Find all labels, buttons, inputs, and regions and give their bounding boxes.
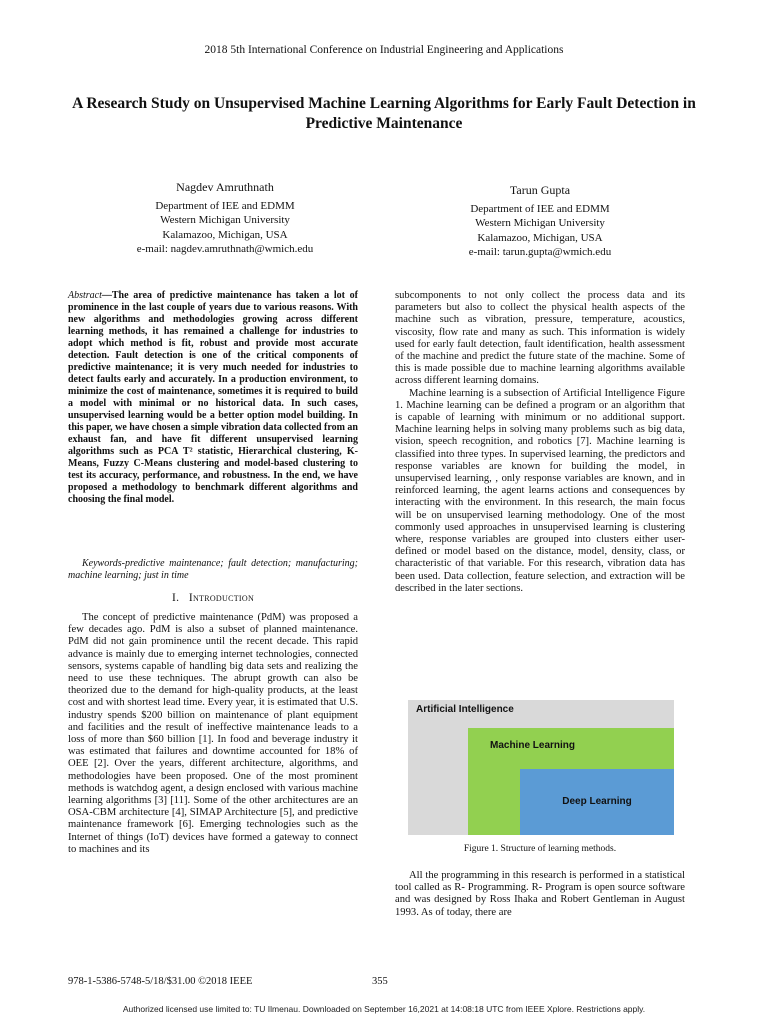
figure-ml-box xyxy=(468,728,674,835)
section-title: Introduction xyxy=(188,592,255,604)
author-email: e-mail: tarun.gupta@wmich.edu xyxy=(468,246,612,258)
author-block-1 xyxy=(90,180,360,257)
author-location: Kalamazoo, Michigan, USA xyxy=(162,228,288,241)
intro-paragraph: The concept of predictive maintenance (PdM) was proposed a few decades ago. PdM is also a subset of planned maintenance. PdM did not gain prominence until the recent decade. This rapid advance is mainly due to emerging internet technologies, connected sensors, systems capable of handling big data sets and realizing the need to use these techniques. The abrupt growth can also be theorized due to the demand for high-quality products, at the least cost and with shortest lead time. Every year, it is estimated that U.S. industry spends $200 billion on maintenance of plant equipment and facilities and the result of ineffective maintenance leads to a loss of more than $60 billion [1]. In food and beverage industry it was estimated that failures and downtime accounted for 18% of OEE [2]. Over the years, different architecture, algorithms, and methodologies have been proposed. One of the most prominent methods is watchdog agent, a design enclosed with various machine learning algorithms [3] [11]. Some of the other architectures are an OSA-CBM architecture [4], SIMAP Architecture [5], and predictive maintenance framework [6]. Emerging technologies such as the Internet of things (IoT) devices have formed a gateway to connect to machines and its xyxy=(68,612,358,855)
figure-ml-label: Machine Learning xyxy=(490,740,576,751)
author-name: Tarun Gupta xyxy=(509,183,571,197)
right-column-body xyxy=(395,290,685,595)
abstract-lead: Abstract xyxy=(68,290,102,301)
author-location: Kalamazoo, Michigan, USA xyxy=(477,231,603,244)
keywords xyxy=(68,558,358,582)
author-department: Department of IEE and EDMM xyxy=(470,202,610,215)
keywords-text: Keywords-predictive maintenance; fault detection; manufacturing; machine learning; just in time xyxy=(68,558,358,581)
section-heading-introduction xyxy=(68,592,358,604)
author-name: Nagdev Amruthnath xyxy=(176,180,274,194)
abstract-text: —The area of predictive maintenance has taken a lot of prominence in the last couple of years due to various reasons. With new algorithms and methodologies growing across different learning methods, it has remained a challenge for industries to adopt which method is fit, robust and provide most accurate detection. Fault detection is one of the critical components of predictive maintenance; it is very much needed for industries to detect faults early and accurately. In a production environment, to minimize the cost of maintenance, sometimes it is required to build a model with minimal or no historical data. In such cases, unsupervised learning would be a better option model building. In this paper, we have chosen a simple vibration data collected from an exhaust fan, and have fit different unsupervised learning algorithms such as PCA T² statistic, Hierarchical clustering, K-Means, Fuzzy C-Means clustering and model-based clustering to test its accuracy, performance, and robustness. In the end, we have proposed a methodology to benchmark different algorithms and choosing the final model. xyxy=(68,290,358,505)
figure-dl-label: Deep Learning xyxy=(562,796,632,807)
abstract xyxy=(68,290,358,506)
right-paragraph-3: All the programming in this research is performed in a statistical tool called as R- Programming. R- Program is open source software and was designed by Ross Ihaka and Robert Gentleman in August 1993. As of today, there are xyxy=(395,870,685,918)
introduction-body xyxy=(68,612,358,856)
author-department: Department of IEE and EDMM xyxy=(155,199,295,212)
right-paragraph-1: subcomponents to not only collect the process data and its parameters but also to collect the physical health aspects of the machine such as vibration, pressure, temperature, acoustics, viscosity, flow rate and many as such. This information is widely used for early fault detection, fault identification, health assessment of the machine and predict the future state of the machine. Some of this is made possible due to machine learning algorithms available across different learning domains. xyxy=(395,290,685,387)
author-block-2 xyxy=(405,183,675,260)
section-number: I. xyxy=(171,592,180,604)
author-email: e-mail: nagdev.amruthnath@wmich.edu xyxy=(136,243,314,255)
conference-header: 2018 5th International Conference on Industrial Engineering and Applications xyxy=(204,44,564,56)
paper-title: A Research Study on Unsupervised Machine Learning Algorithms for Early Fault Detection in Predictive Maintenance xyxy=(72,95,696,132)
right-column-continuation xyxy=(395,870,685,919)
page-number: 355 xyxy=(372,976,388,987)
figure-dl-box xyxy=(520,769,674,835)
right-paragraph-2: Machine learning is a subsection of Artificial Intelligence Figure 1. Machine learning can be defined a program or an algorithm that is capable of learning with minimum or no additional support. Machine learning helps in solving many problems such as big data, vision, speech recognition, and robotics [7]. Machine learning is classified into three types. In supervised learning, the predictors and response variables are known for building the model, in unsupervised learning, , only response variables are known, and in reinforced learning, the agent learns actions and consequences by interacting with the environment. In this research, the main focus will be on unsupervised learning methodology. One of the most commonly used approaches in unsupervised learning is clustering where, response variables are grouped into clusters either user-defined or model based on the distance, model, density, class, or characteristic of that variable. For this research, vibration data has been used. Data collection, feature selection, and extraction will be described in the later sections. xyxy=(395,387,685,594)
license-notice: Authorized licensed use limited to: TU Ilmenau. Downloaded on September 16,2021 at 14:08:18 UTC from IEEE Xplore. Restrictions apply. xyxy=(122,1004,646,1014)
author-university: Western Michigan University xyxy=(475,217,605,229)
figure-ai-label: Artificial Intelligence xyxy=(416,704,514,715)
footer-isbn: 978-1-5386-5748-5/18/$31.00 ©2018 IEEE xyxy=(68,976,253,987)
figure-caption: Figure 1. Structure of learning methods. xyxy=(463,844,617,854)
figure-learning-structure xyxy=(408,700,674,835)
author-university: Western Michigan University xyxy=(160,214,290,226)
